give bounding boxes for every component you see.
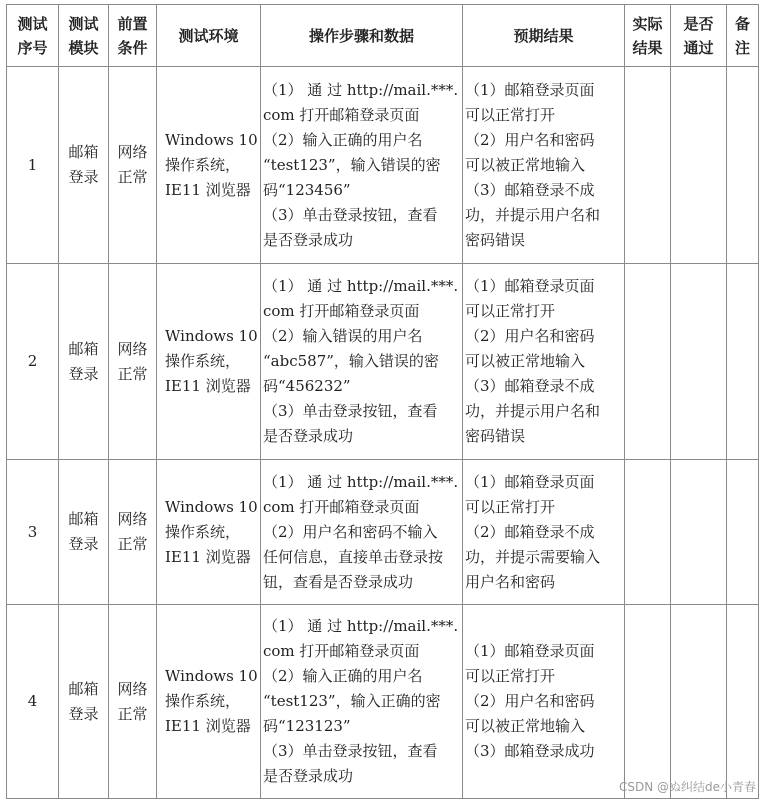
steps-cell: （1） 通 过 http://mail.***. com 打开邮箱登录页面 （2）输入错误的用户名 “abc587”，输入错误的密 码“456232” （3）单击登录按钮，查看 是否登录成功	[261, 264, 463, 460]
environment-cell: Windows 10 操作系统， IE11 浏览器	[157, 264, 261, 460]
expected-cell: （1）邮箱登录页面 可以正常打开 （2）用户名和密码 可以被正常地输入 （3）邮箱登录不成 功，并提示用户名和 密码错误	[463, 67, 625, 264]
module-cell: 邮箱 登录	[59, 460, 109, 605]
table-row	[7, 264, 759, 460]
expected-cell: （1）邮箱登录页面 可以正常打开 （2）用户名和密码 可以被正常地输入 （3）邮箱登录成功	[463, 605, 625, 799]
steps-cell: （1） 通 过 http://mail.***. com 打开邮箱登录页面 （2）输入正确的用户名 “test123”，输入正确的密 码“123123” （3）单击登录按钮，查看 是否登录成功	[261, 605, 463, 799]
test-case-table	[6, 4, 759, 799]
expected-cell: （1）邮箱登录页面 可以正常打开 （2）用户名和密码 可以被正常地输入 （3）邮箱登录不成 功，并提示用户名和 密码错误	[463, 264, 625, 460]
precondition-cell: 网络 正常	[109, 67, 157, 264]
header-module: 测试 模块	[59, 5, 109, 67]
module-cell: 邮箱 登录	[59, 264, 109, 460]
expected-cell: （1）邮箱登录页面 可以正常打开 （2）邮箱登录不成 功，并提示需要输入 用户名和密码	[463, 460, 625, 605]
table-row	[7, 605, 759, 799]
case-id-cell: 1	[7, 67, 59, 264]
case-id-cell: 4	[7, 605, 59, 799]
passed-cell	[671, 67, 727, 264]
note-cell	[727, 264, 759, 460]
module-cell: 邮箱 登录	[59, 67, 109, 264]
header-precondition: 前置 条件	[109, 5, 157, 67]
actual-cell	[625, 264, 671, 460]
case-id-cell: 2	[7, 264, 59, 460]
table-row	[7, 460, 759, 605]
environment-cell: Windows 10 操作系统， IE11 浏览器	[157, 605, 261, 799]
header-note: 备 注	[727, 5, 759, 67]
passed-cell	[671, 460, 727, 605]
header-environment: 测试环境	[157, 5, 261, 67]
header-actual: 实际 结果	[625, 5, 671, 67]
precondition-cell: 网络 正常	[109, 605, 157, 799]
environment-cell: Windows 10 操作系统， IE11 浏览器	[157, 67, 261, 264]
steps-cell: （1） 通 过 http://mail.***. com 打开邮箱登录页面 （2）输入正确的用户名 “test123”，输入错误的密 码“123456” （3）单击登录按钮，查看 是否登录成功	[261, 67, 463, 264]
csdn-watermark: CSDN @ぬ纠结de小青春	[618, 780, 756, 794]
passed-cell	[671, 605, 727, 799]
precondition-cell: 网络 正常	[109, 264, 157, 460]
actual-cell	[625, 460, 671, 605]
header-case-id: 测试 序号	[7, 5, 59, 67]
case-id-cell: 3	[7, 460, 59, 605]
module-cell: 邮箱 登录	[59, 605, 109, 799]
note-cell	[727, 605, 759, 799]
table-header-row	[7, 5, 759, 67]
precondition-cell: 网络 正常	[109, 460, 157, 605]
header-passed: 是否 通过	[671, 5, 727, 67]
header-expected: 预期结果	[463, 5, 625, 67]
actual-cell	[625, 605, 671, 799]
table-row	[7, 67, 759, 264]
note-cell	[727, 67, 759, 264]
header-steps: 操作步骤和数据	[261, 5, 463, 67]
passed-cell	[671, 264, 727, 460]
steps-cell: （1） 通 过 http://mail.***. com 打开邮箱登录页面 （2）用户名和密码不输入 任何信息，直接单击登录按 钮，查看是否登录成功	[261, 460, 463, 605]
environment-cell: Windows 10 操作系统， IE11 浏览器	[157, 460, 261, 605]
note-cell	[727, 460, 759, 605]
actual-cell	[625, 67, 671, 264]
